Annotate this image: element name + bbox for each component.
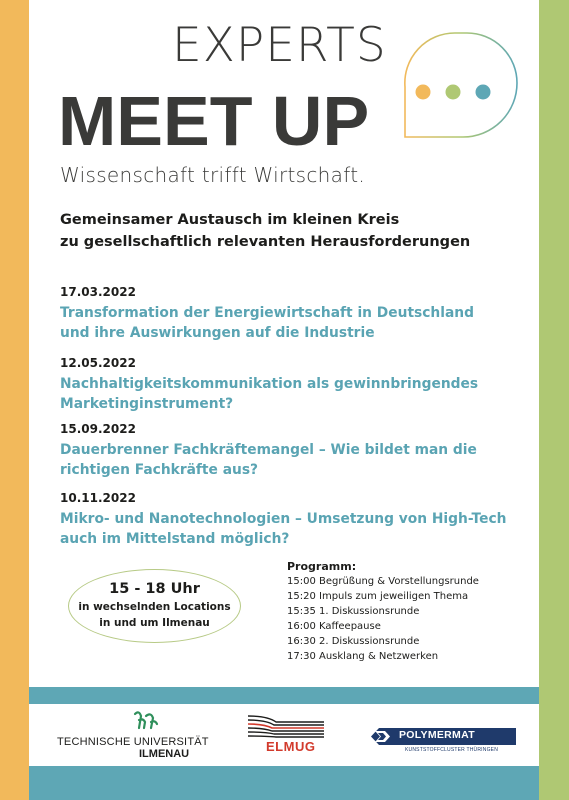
programm-item: 15:35 1. Diskussionsrunde [287, 606, 420, 617]
elmug-lines-icon [246, 712, 326, 740]
intro-text [60, 209, 470, 253]
programm-item: 17:30 Ausklang & Netzwerken [287, 651, 439, 662]
event-date: 17.03.2022 [60, 285, 136, 299]
tu-ilmenau-mark-icon [131, 710, 159, 732]
event-topic-line: auch im Mittelstand möglich? [60, 531, 290, 547]
event-topic-line: Mikro- und Nanotechnologien – Umsetzung von High-Tech [60, 511, 507, 527]
programm-item: 15:20 Impuls zum jeweiligen Thema [287, 591, 469, 602]
event-item [60, 284, 474, 343]
time-location-ellipse [68, 569, 241, 643]
dot-blue-icon [476, 85, 491, 100]
title-meet-up: MEET UP [58, 82, 370, 160]
event-topic-line: und ihre Auswirkungen auf die Industrie [60, 325, 375, 341]
intro-line: zu gesellschaftlich relevanten Herausforderungen [60, 234, 471, 250]
time-hours: 15 - 18 Uhr [109, 581, 200, 597]
subtitle: Wissenschaft trifft Wirtschaft. [60, 163, 365, 187]
elmug-logo [246, 712, 326, 758]
elmug-logo-text: ELMUG [266, 739, 316, 754]
dot-green-icon [446, 85, 461, 100]
programm-item: 15:00 Begrüßung & Vorstellungsrunde [287, 576, 479, 587]
event-topic-line: richtigen Fachkräfte aus? [60, 462, 259, 478]
time-location-line: in und um Ilmenau [99, 617, 210, 629]
footer-bar-bottom [29, 766, 539, 800]
speech-bubble-icon [403, 31, 523, 141]
polymermat-logo-text: POLYMERMAT [399, 729, 475, 741]
event-date: 15.09.2022 [60, 422, 136, 436]
event-topic-line: Marketinginstrument? [60, 396, 234, 412]
event-topic-line: Nachhaltigkeitskommunikation als gewinnbringendes [60, 376, 479, 392]
event-topic [60, 440, 477, 480]
event-date: 10.11.2022 [60, 491, 136, 505]
event-topic-line: Dauerbrenner Fachkräftemangel – Wie bildet man die [60, 442, 477, 458]
footer-bar-top [29, 687, 539, 704]
event-item [60, 421, 477, 480]
programm-list [287, 559, 479, 664]
programm-item: 16:00 Kaffeepause [287, 621, 381, 632]
tu-logo-line: ILMENAU [139, 748, 190, 760]
event-topic [60, 303, 474, 343]
polymermat-logo [371, 724, 516, 752]
dot-orange-icon [416, 85, 431, 100]
polymermat-logo-subtitle: KUNSTSTOFFCLUSTER THÜRINGEN [405, 747, 499, 753]
event-topic [60, 374, 478, 414]
left-color-stripe [0, 0, 29, 800]
right-color-stripe [539, 0, 569, 800]
time-location-line: in wechselnden Locations [78, 601, 231, 613]
intro-line: Gemeinsamer Austausch im kleinen Kreis [60, 212, 400, 228]
tu-logo-line: TECHNISCHE UNIVERSITÄT [57, 736, 209, 748]
event-topic-line: Transformation der Energiewirtschaft in Deutschland [60, 305, 474, 321]
event-item [60, 355, 478, 414]
event-item [60, 490, 507, 549]
programm-title: Programm: [287, 560, 357, 573]
title-experts: EXPERTS [172, 18, 387, 73]
event-date: 12.05.2022 [60, 356, 136, 370]
programm-item: 16:30 2. Diskussionsrunde [287, 636, 420, 647]
tu-ilmenau-logo [57, 710, 209, 760]
event-topic [60, 509, 507, 549]
